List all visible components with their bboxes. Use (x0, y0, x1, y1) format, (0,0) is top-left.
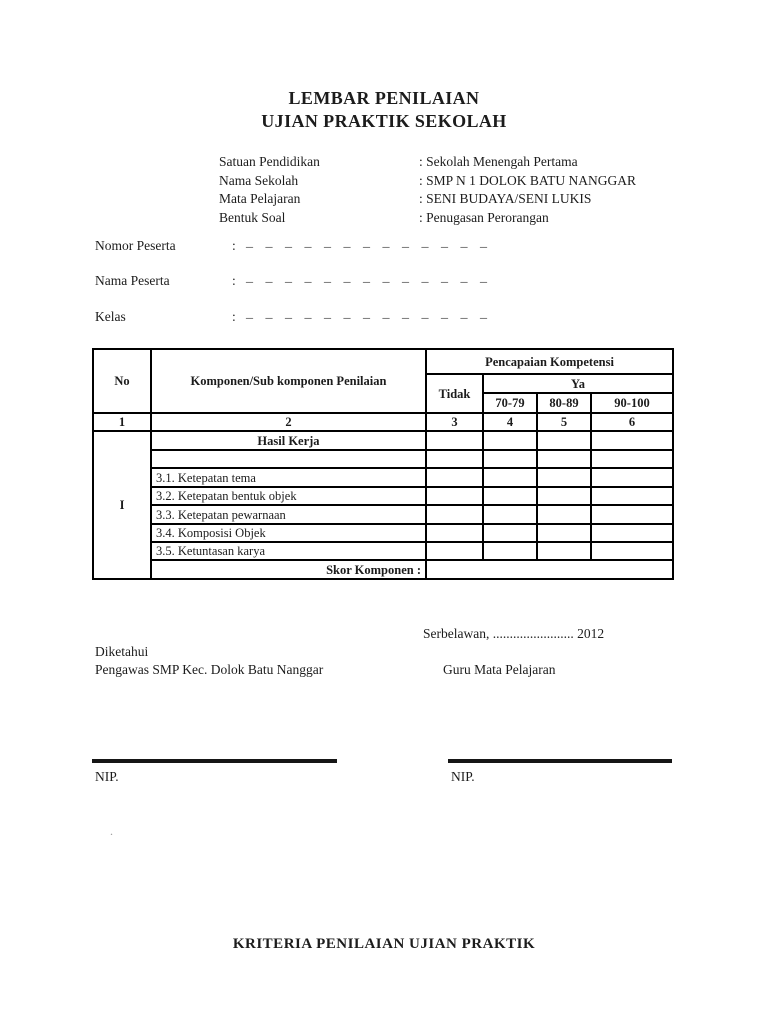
footer-heading: KRITERIA PENILAIAN UJIAN PRAKTIK (232, 936, 536, 952)
participant-row-kelas (95, 306, 489, 325)
participant-row-nama (95, 270, 489, 289)
participant-colon: : (232, 309, 236, 324)
title-line-2: UJIAN PRAKTIK SEKOLAH (261, 111, 507, 131)
participant-label: Nomor Peserta (95, 238, 176, 253)
participant-colon: : (232, 238, 236, 253)
numbering-cell: 5 (537, 413, 591, 431)
score-cell (483, 505, 537, 524)
info-label: Mata Pelajaran (219, 191, 301, 206)
section-title-cell: Hasil Kerja (151, 431, 426, 450)
signature-line-left (92, 759, 337, 763)
assessment-table (92, 348, 674, 580)
numbering-cell: 3 (426, 413, 483, 431)
score-cell (591, 487, 673, 505)
score-cell (426, 542, 483, 560)
score-cell (537, 505, 591, 524)
info-value: : SENI BUDAYA/SENI LUKIS (419, 191, 592, 206)
page-title (0, 87, 768, 133)
numbering-cell: 2 (151, 413, 426, 431)
col-header-range-80-89: 80-89 (537, 393, 591, 413)
participant-dash-line: _ _ _ _ _ _ _ _ _ _ _ _ _ (246, 270, 489, 285)
score-cell (426, 487, 483, 505)
component-cell: 3.2. Ketepatan bentuk objek (151, 487, 426, 505)
left-role-label: Pengawas SMP Kec. Dolok Batu Nanggar (95, 662, 324, 677)
score-cell (426, 468, 483, 487)
col-header-range-70-79: 70-79 (483, 393, 537, 413)
component-cell: 3.5. Ketuntasan karya (151, 542, 426, 560)
score-cell (591, 431, 673, 450)
info-value: : Penugasan Perorangan (419, 209, 549, 225)
score-cell (483, 542, 537, 560)
col-header-tidak: Tidak (426, 374, 483, 413)
score-cell (591, 524, 673, 542)
place-date-line: Serbelawan, ........................ 2012 (423, 626, 605, 641)
score-cell (537, 542, 591, 560)
score-cell (591, 468, 673, 487)
participant-label: Nama Peserta (95, 273, 170, 288)
title-line-1: LEMBAR PENILAIAN (288, 88, 480, 108)
participant-dash-line: _ _ _ _ _ _ _ _ _ _ _ _ _ (246, 306, 489, 321)
score-cell (483, 468, 537, 487)
score-cell (483, 487, 537, 505)
known-by-label: Diketahui (95, 644, 149, 659)
score-cell (537, 524, 591, 542)
score-cell (537, 450, 591, 468)
score-label-cell: Skor Komponen : (151, 560, 426, 579)
signature-line-right (448, 759, 672, 763)
score-cell (426, 431, 483, 450)
right-role-label: Guru Mata Pelajaran (443, 662, 556, 677)
info-label: Nama Sekolah (219, 172, 299, 188)
col-header-achievement: Pencapaian Kompetensi (426, 349, 673, 374)
participant-colon: : (232, 273, 236, 288)
nip-label-left: NIP. (95, 769, 119, 784)
col-header-component: Komponen/Sub komponen Penilaian (151, 349, 426, 413)
score-cell (426, 450, 483, 468)
score-cell (537, 468, 591, 487)
numbering-cell: 4 (483, 413, 537, 431)
col-header-no: No (93, 349, 151, 413)
component-cell: 3.1. Ketepatan tema (151, 468, 426, 487)
info-label: Satuan Pendidikan (219, 154, 320, 169)
info-row (219, 209, 636, 228)
score-cell (537, 431, 591, 450)
info-row (219, 190, 636, 209)
score-cell (591, 505, 673, 524)
score-cell (537, 487, 591, 505)
score-cell (591, 450, 673, 468)
info-label: Bentuk Soal (219, 209, 286, 225)
info-value: : Sekolah Menengah Pertama (419, 154, 578, 169)
numbering-cell: 1 (93, 413, 151, 431)
score-cell (426, 524, 483, 542)
participant-row-nomor (95, 235, 489, 254)
score-cell (483, 431, 537, 450)
score-cell (591, 542, 673, 560)
component-cell: 3.4. Komposisi Objek (151, 524, 426, 542)
info-value: : SMP N 1 DOLOK BATU NANGGAR (419, 172, 637, 188)
col-header-range-90-100: 90-100 (591, 393, 673, 413)
numbering-cell: 6 (591, 413, 673, 431)
col-header-ya: Ya (483, 374, 673, 393)
stray-dot: . (110, 824, 113, 838)
score-total-cell (426, 560, 673, 579)
score-cell (426, 505, 483, 524)
section-no-cell: I (93, 431, 151, 579)
score-cell (483, 450, 537, 468)
participant-dash-line: _ _ _ _ _ _ _ _ _ _ _ _ _ (246, 235, 489, 250)
info-row (219, 172, 636, 191)
info-row (219, 153, 636, 172)
component-cell (151, 450, 426, 468)
nip-label-right: NIP. (451, 769, 475, 784)
school-info-block (219, 153, 636, 227)
participant-label: Kelas (95, 309, 126, 324)
score-cell (483, 524, 537, 542)
component-cell: 3.3. Ketepatan pewarnaan (151, 505, 426, 524)
